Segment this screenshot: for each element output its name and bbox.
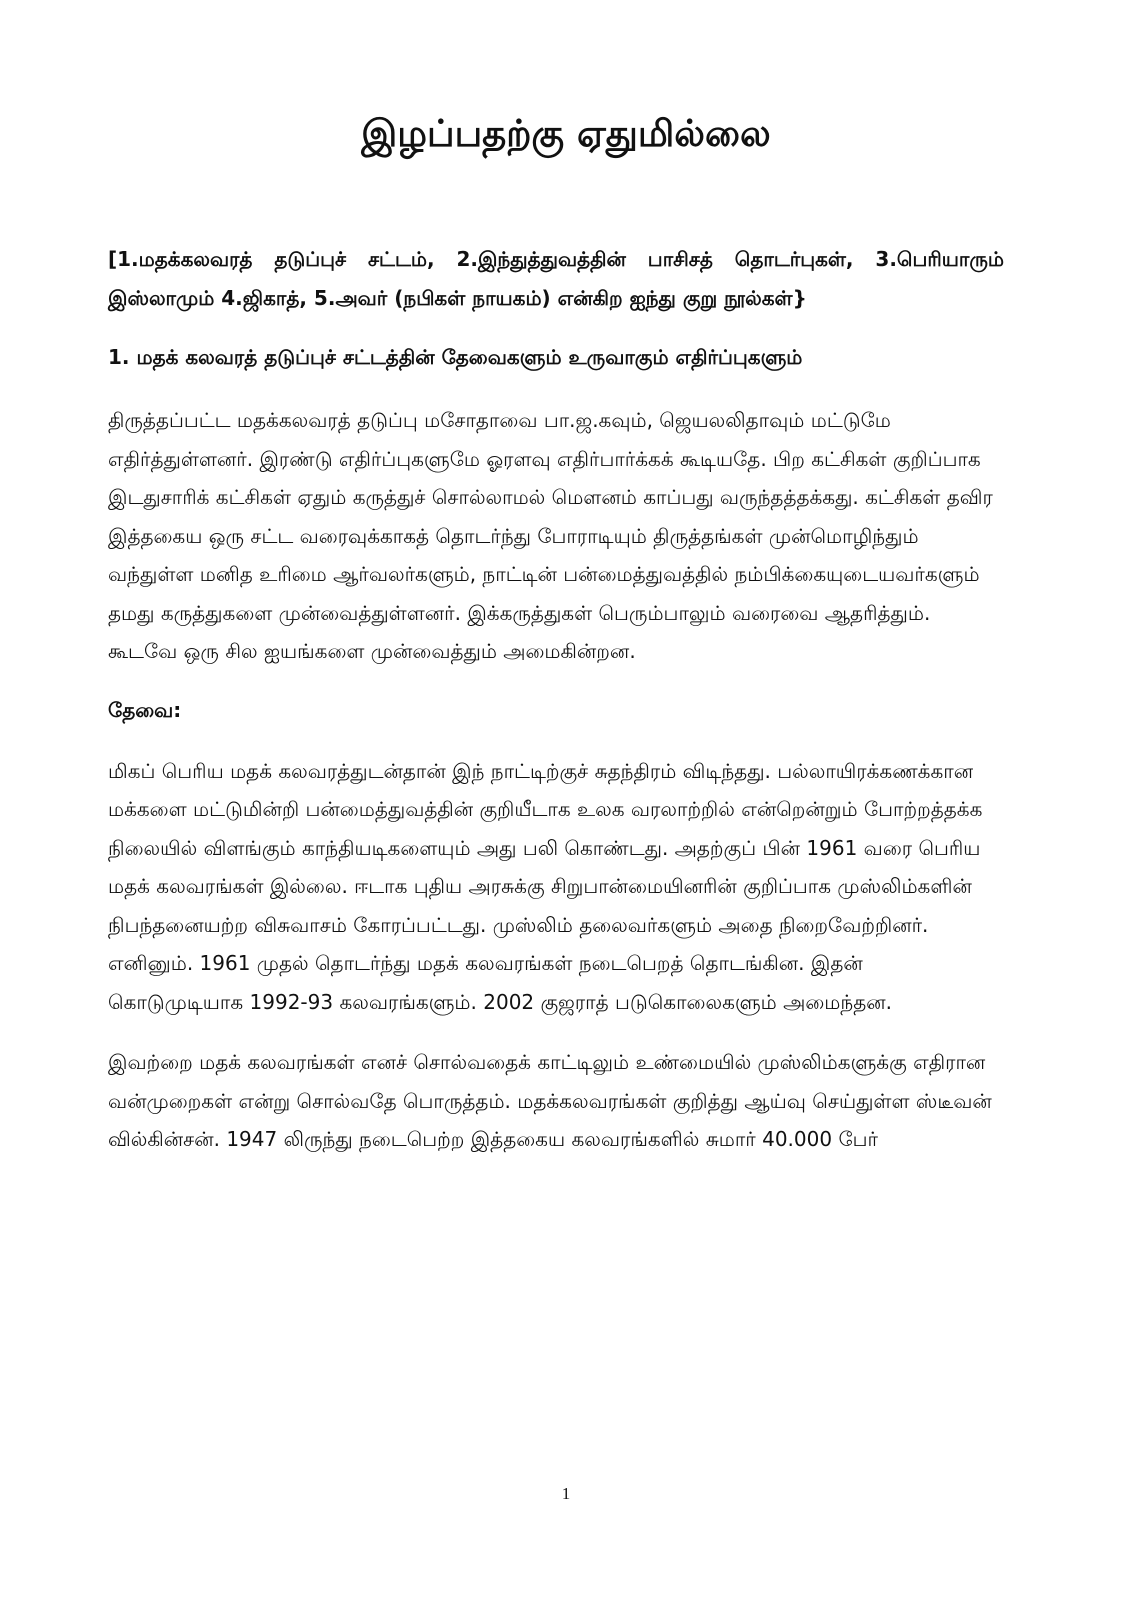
intro-text: [1.மதக்கலவரத் தடுப்புச் சட்டம், 2.இந்துத்துவத்தின் பாசிசத் தொடர்புகள், 3.பெரியாரும் இஸ்லாமும் 4.ஜிகாத், 5.அவர் (நபிகள் நாயகம்) என்கிற ஐந்து குறு நூல்கள்} xyxy=(108,247,1004,310)
paragraph-2: மிகப் பெரிய மதக் கலவரத்துடன்தான் இந் நாட்டிற்குச் சுதந்திரம் விடிந்தது. பல்லாயிரக்கணக்கான மக்களை மட்டுமின்றி பன்மைத்துவத்தின் குறியீடாக உலக வரலாற்றில் என்றென்றும் போற்றத்தக்க நிலையில் விளங்கும் காந்தியடிகளையும் அது பலி கொண்டது. அதற்குப் பின் 1961 வரை பெரிய மதக் கலவரங்கள் இல்லை. ஈடாக புதிய அரசுக்கு சிறுபான்மையினரின் குறிப்பாக முஸ்லிம்களின் நிபந்தனையற்ற விசுவாசம் கோரப்பட்டது. முஸ்லிம் தலைவர்களும் அதை நிறைவேற்றினர். எனினும். 1961 முதல் தொடர்ந்து மதக் கலவரங்கள் நடைபெறத் தொடங்கின. இதன் கொடுமுடியாக 1992-93 கலவரங்களும். 2002 குஜராத் படுகொலைகளும் அமைந்தன. xyxy=(108,758,983,1014)
section-heading: 1. மதக் கலவரத் தடுப்புச் சட்டத்தின் தேவைகளும் உருவாகும் எதிர்ப்புகளும் xyxy=(108,345,803,369)
paragraph-3: இவற்றை மதக் கலவரங்கள் எனச் சொல்வதைக் காட்டிலும் உண்மையில் முஸ்லிம்களுக்கு எதிரான வன்முறைகள் என்று சொல்வதே பொருத்தம். மதக்கலவரங்கள் குறித்து ஆய்வு செய்துள்ள ஸ்டீவன் வில்கின்சன். 1947 லிருந்து நடைபெற்ற இத்தகைய கலவரங்களில் சுமார் 40.000 பேர் xyxy=(108,1050,992,1151)
paragraph-1: திருத்தப்பட்ட மதக்கலவரத் தடுப்பு மசோதாவை பா.ஜ.கவும், ஜெயலலிதாவும் மட்டுமே எதிர்த்துள்ளனர். இரண்டு எதிர்ப்புகளுமே ஓரளவு எதிர்பார்க்கக் கூடியதே. பிற கட்சிகள் குறிப்பாக இடதுசாரிக் கட்சிகள் ஏதும் கருத்துச் சொல்லாமல் மௌனம் காப்பது வருந்தத்தக்கது. கட்சிகள் தவிர இத்தகைய ஒரு சட்ட வரைவுக்காகத் தொடர்ந்து போராடியும் திருத்தங்கள் முன்மொழிந்தும் வந்துள்ள மனித உரிமை ஆர்வலர்களும், நாட்டின் பன்மைத்துவத்தில் நம்பிக்கையுடையவர்களும் தமது கருத்துகளை முன்வைத்துள்ளனர். இக்கருத்துகள் பெரும்பாலும் வரைவை ஆதரித்தும். கூடவே ஒரு சில ஐயங்களை முன்வைத்தும் அமைகின்றன. xyxy=(108,408,993,663)
document-body xyxy=(108,240,1004,1159)
page-title: இழப்பதற்கு ஏதுமில்லை xyxy=(361,112,771,155)
subheading-need: தேவை: xyxy=(108,697,182,722)
page-number: 1 xyxy=(561,1484,571,1503)
